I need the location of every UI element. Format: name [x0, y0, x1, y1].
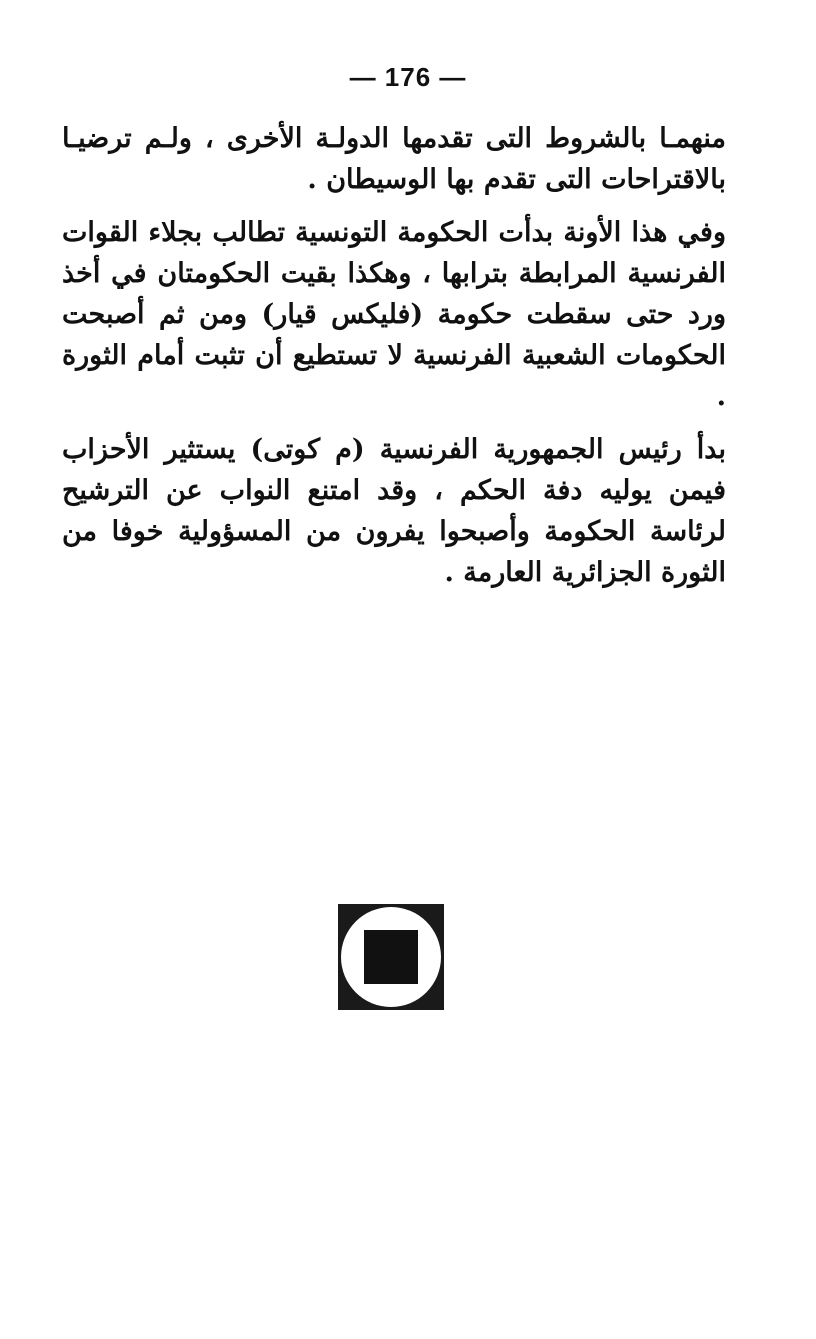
paragraph-2: وفي هذا الأونة بدأت الحكومة التونسية تطالب بجلاء القوات الفرنسية المرابطة بترابها ، وهكذا بقيت الحكومتان في أخذ ورد حتى سقطت حكومة (فليكس قيار) ومن ثم أصبحت الحكومات الشعبية الفرنسية لا تستطيع أن تثبت أمام الثورة . [62, 217, 726, 412]
paragraph-1: منهمـا بالشروط التى تقدمها الدولـة الأخرى ، ولـم ترضيـا بالاقتراحات التى تقدم بها الوسيطان . [62, 123, 726, 195]
page-number: — 176 — [349, 62, 467, 92]
ornament-square [364, 930, 418, 984]
end-of-chapter-ornament-icon [338, 904, 444, 1010]
body-text [62, 118, 726, 605]
paragraph-3: بدأ رئيس الجمهورية الفرنسية (م كوتى) يستثير الأحزاب فيمن يوليه دفة الحكم ، وقد امتنع النواب عن الترشيح لرئاسة الحكومة وأصبحوا يفرون من المسؤولية خوفا من الثورة الجزائرية العارمة . [62, 434, 726, 588]
